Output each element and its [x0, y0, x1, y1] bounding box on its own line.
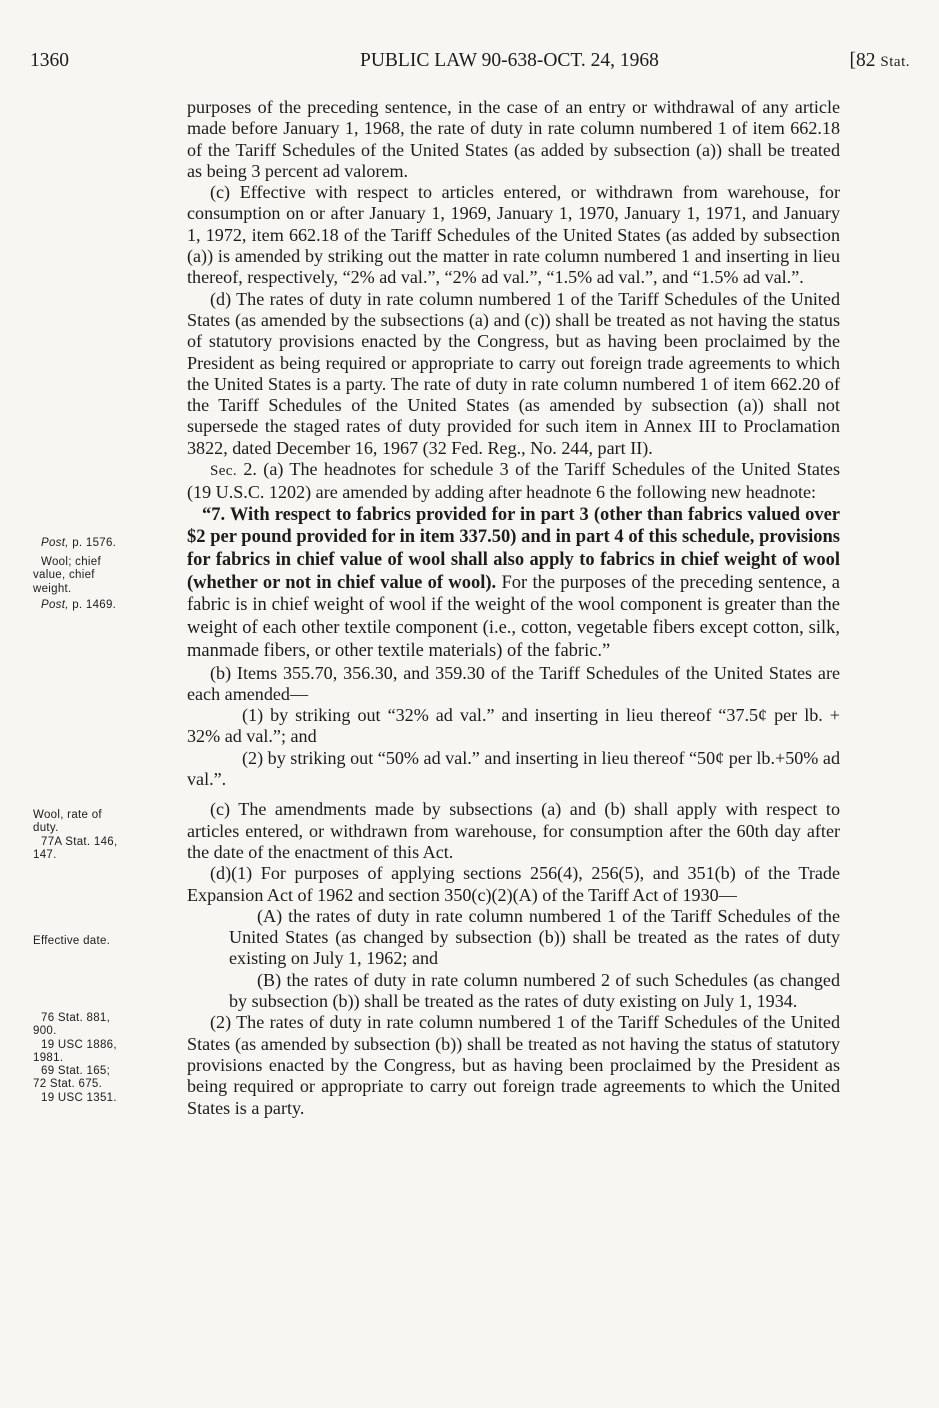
section-2-heading [187, 459, 840, 504]
margin-note-citations [33, 1012, 183, 1105]
margin-line: Wool; chief [41, 556, 101, 568]
margin-post-ref: p. 1469. [68, 599, 117, 611]
margin-note-wool-rate [33, 809, 183, 862]
headnote-rest-text: For the purposes of the preceding sentence, a fabric is in chief weight of wool if the weight of the wool component is greater than the weight of each other textile component (i.e., cotton, vegetable fibers except cotton, silk, manmade fibers, or other textile materials) of the fabric.” [187, 572, 840, 661]
paragraph-subsection-d2: (2) The rates of duty in rate column numbered 1 of the Tariff Schedules of the United States (as amended by subsection (b)) shall be treated as not having the status of statutory provisions enacted by the Congress, but as having been proclaimed by the President as being required or appropriate to carry out foreign trade agreements to which the United States is a party. [187, 1012, 840, 1118]
clause-dA: (A) the rates of duty in rate column numbered 1 of the Tariff Schedules of the United States (as changed by subsection (b)) shall be treated as the rates of duty existing on July 1, 1962; and [229, 905, 840, 969]
clause-dB: (B) the rates of duty in rate column numbered 2 of such Schedules (as changed by subsection (b)) shall be treated as the rates of duty existing on July 1, 1934. [229, 969, 840, 1012]
margin-line: 900. [33, 1025, 57, 1038]
margin-note-wool-chief [33, 556, 183, 596]
clause-b1: (1) by striking out “32% ad val.” and inserting in lieu thereof “37.5¢ per lb. + 32% ad val.”; and [187, 705, 840, 747]
sec-label: Sec. [210, 463, 238, 480]
headnote-7-quote [187, 504, 840, 663]
margin-post-ref: p. 1576. [68, 537, 117, 549]
margin-line: 69 Stat. 165; [41, 1065, 111, 1078]
margin-line: 147. [33, 848, 57, 861]
main-text [187, 97, 840, 1119]
margin-note-effective-date [33, 935, 183, 948]
margin-note-post-1469 [33, 599, 183, 612]
margin-note-post-1576 [33, 537, 183, 550]
page-number: 1360 [30, 50, 69, 71]
margin-line: 1981. [33, 1051, 64, 1064]
margin-line: duty. [33, 822, 59, 835]
margin-line: 19 USC 1886, [41, 1038, 117, 1051]
paragraph-subsection-c-effective: (c) The amendments made by subsections (a) and (b) shall apply with respect to articles entered, or withdrawn from warehouse, for consumption after the 60th day after the date of the enactment of this Act. [187, 799, 840, 862]
headnote-bold-text: “7. With respect to fabrics provided for in part 3 (other than fabrics valued over $2 per pound provided for in item 337.50) and in part 4 of this schedule, provisions for fabrics in chief value of wool shall also apply to fabrics in chief weight of wool (whether or not in chief value of wool). [187, 504, 840, 593]
paragraph-subsection-d1: (d)(1) For purposes of applying sections 256(4), 256(5), and 351(b) of the Trade Expansion Act of 1962 and section 350(c)(2)(A) of the Tariff Act of 1930— [187, 863, 840, 905]
margin-line: value, chief [33, 569, 95, 582]
volume-suffix: Stat. [880, 54, 910, 70]
margin-line: weight. [33, 582, 72, 595]
margin-post-label: Post, [41, 599, 69, 611]
running-header [30, 50, 910, 80]
margin-line: 72 Stat. 675. [33, 1078, 103, 1091]
paragraph-subsection-b: (b) Items 355.70, 356.30, and 359.30 of the Tariff Schedules of the United States are each amended— [187, 662, 840, 704]
margin-line: 19 USC 1351. [41, 1091, 117, 1104]
paragraph-continuation: purposes of the preceding sentence, in the case of an entry or withdrawal of any article made before January 1, 1968, the rate of duty in rate column numbered 1 of item 662.18 of the Tariff Schedules of the United States (as added by subsection (a)) shall be treated as being 3 percent ad valorem. [187, 97, 840, 181]
margin-line: Wool, rate of [33, 809, 102, 821]
volume-prefix: [82 [849, 50, 881, 71]
paragraph-subsection-d: (d) The rates of duty in rate column numbered 1 of the Tariff Schedules of the United States (as amended by the subsections (a) and (c)) shall be treated as not having the status of statutory provisions enacted by the Congress, but as having been proclaimed by the President as being required or appropriate to carry out foreign trade agreements to which the United States is a party. The rate of duty in rate column numbered 1 of item 662.20 of the Tariff Schedules of the United States (as amended by subsection (a)) shall not supersede the staged rates of duty provided for such item in Annex III to Proclamation 3822, dated December 16, 1967 (32 Fed. Reg., No. 244, part II). [187, 288, 840, 458]
volume-reference [850, 50, 910, 72]
page-title: PUBLIC LAW 90-638-OCT. 24, 1968 [360, 50, 659, 71]
margin-post-label: Post, [41, 537, 69, 549]
clause-b2: (2) by striking out “50% ad val.” and inserting in lieu thereof “50¢ per lb.+50% ad val.”. [187, 747, 840, 790]
sec-text: 2. (a) The headnotes for schedule 3 of the Tariff Schedules of the United States (19 U.S.C. 1202) are amended by adding after headnote 6 the following new headnote: [187, 459, 840, 503]
margin-line: Effective date. [33, 935, 111, 947]
paragraph-subsection-c: (c) Effective with respect to articles entered, or withdrawn from warehouse, for consumption on or after January 1, 1969, January 1, 1970, January 1, 1971, and January 1, 1972, item 662.18 of the Tariff Schedules of the United States (as added by subsection (a)) is amended by striking out the matter in rate column numbered 1 and inserting in lieu thereof, respectively, “2% ad val.”, “2% ad val.”, “1.5% ad val.”, and “1.5% ad val.”. [187, 182, 840, 288]
margin-line: 76 Stat. 881, [41, 1012, 111, 1024]
margin-line: 77A Stat. 146, [41, 835, 118, 848]
